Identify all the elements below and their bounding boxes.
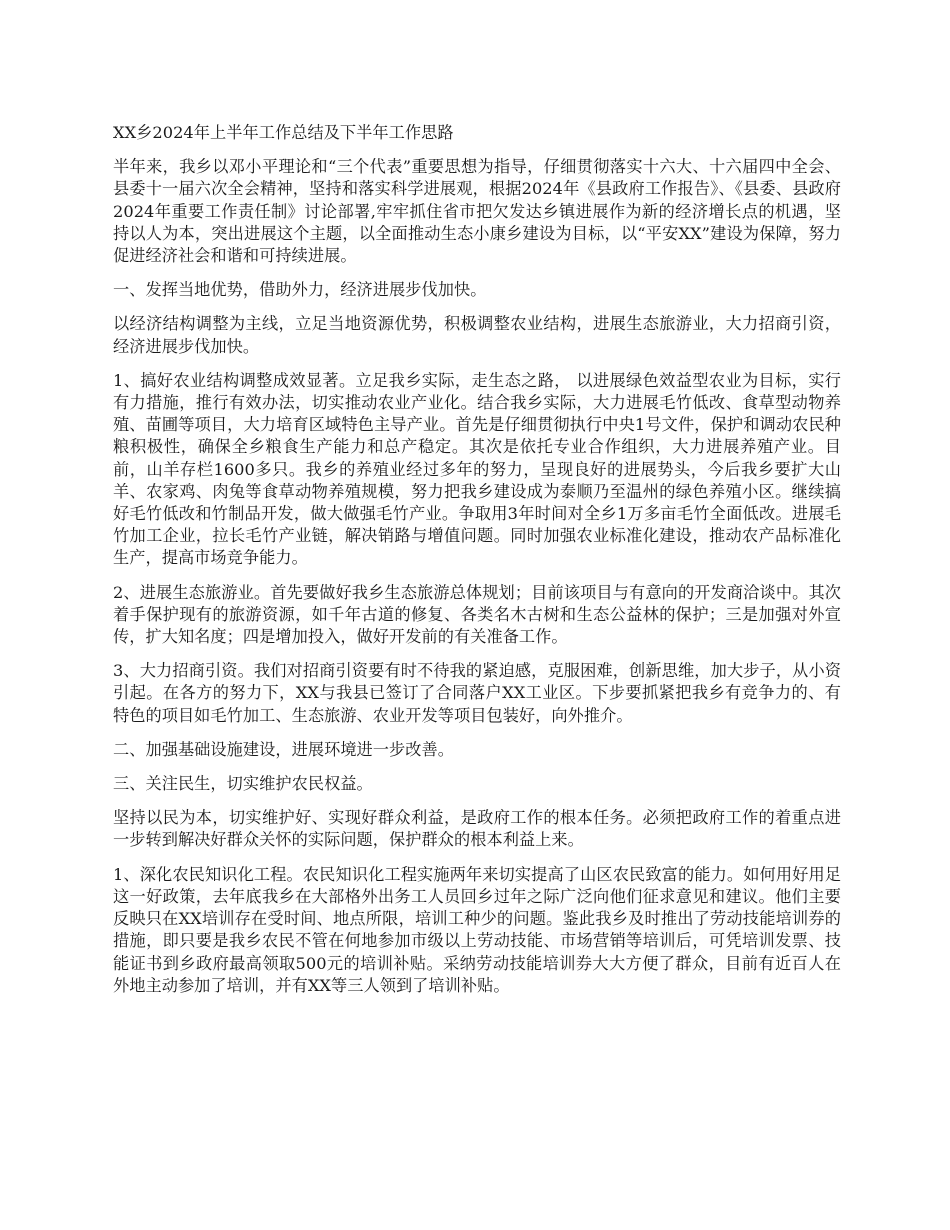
tourism-paragraph: 2、进展生态旅游业。首先要做好我乡生态旅游总体规划；目前该项目与有意向的开发商洽谈中。其次着手保护现有的旅游资源，如千年古道的修复、各类名木古树和生态公益林的保护；三是加强对外宣传，扩大知名度；四是增加投入，做好开发前的有关准备工作。 [113, 582, 841, 647]
section-heading-1: 一、发挥当地优势，借助外力，经济进展步伐加快。 [113, 280, 487, 300]
document-title: XX乡2024年上半年工作总结及下半年工作思路 [113, 123, 454, 142]
section-3-intro-paragraph: 坚持以民为本，切实维护好、实现好群众利益，是政府工作的根本任务。必须把政府工作的着重点进一步转到解决好群众关怀的实际问题，保护群众的根本利益上来。 [113, 808, 841, 850]
investment-paragraph: 3、大力招商引资。我们对招商引资要有时不待我的紧迫感，克服困难，创新思维，加大步子，从小资引起。在各方的努力下，XX与我县已签订了合同落户XX工业区。下步要抓紧把我乡有竞争力的、有特色的项目如毛竹加工、生态旅游、农业开发等项目包装好，向外推介。 [113, 661, 841, 725]
agriculture-paragraph: 1、搞好农业结构调整成效显著。立足我乡实际，走生态之路， 以进展绿色效益型农业为目标，实行有力措施，推行有效办法，切实推动农业产业化。结合我乡实际，大力进展毛竹低改、食草型动物养殖、苗圃等项目，大力培育区域特色主导产业。首先是仔细贯彻执行中央1号文件，保护和调动农民种粮积极性，确保全乡粮食生产能力和总产稳定。其次是依托专业合作组织，大力进展养殖产业。目前，山羊存栏1600多只。我乡的养殖业经过多年的努力，呈现良好的进展势头，今后我乡要扩大山羊、农家鸡、肉兔等食草动物养殖规模，努力把我乡建设成为泰顺乃至温州的绿色养殖小区。继续搞好毛竹低改和竹制品开发，做大做强毛竹产业。争取用3年时间对全乡1万多亩毛竹全面低改。进展毛竹加工企业，拉长毛竹产业链，解决销路与增值问题。同时加强农业标准化建设，推动农产品标准化生产，提高市场竞争能力。 [113, 370, 841, 568]
farmer-training-paragraph: 1、深化农民知识化工程。农民知识化工程实施两年来切实提高了山区农民致富的能力。如何用好用足这一好政策，去年底我乡在大部格外出务工人员回乡过年之际广泛向他们征求意见和建议。他们主要反映只在XX培训存在受时间、地点所限，培训工种少的问题。鉴此我乡及时推出了劳动技能培训券的措施，即只要是我乡农民不管在何地参加市级以上劳动技能、市场营销等培训后，可凭培训发票、技能证书到乡政府最高领取500元的培训补贴。采纳劳动技能培训券大大方便了群众，目前有近百人在外地主动参加了培训，并有XX等三人领到了培训补贴。 [113, 864, 841, 995]
intro-paragraph: 半年来，我乡以邓小平理论和“三个代表”重要思想为指导，仔细贯彻落实十六大、十六届四中全会、县委十一届六次全会精神，坚持和落实科学进展观，根据2024年《县政府工作报告》、《县委、县政府2024年重要工作责任制》讨论部署,牢牢抓住省市把欠发达乡镇进展作为新的经济增长点的机遇，坚持以人为本，突出进展这个主题，以全面推动生态小康乡建设为目标，以“平安XX”建设为保障，努力促进经济社会和谐和可持续进展。 [113, 157, 841, 266]
document-page [113, 122, 841, 1009]
section-heading-2: 二、加强基础设施建设，进展环境进一步改善。 [113, 739, 454, 759]
section-heading-3: 三、关注民生，切实维护农民权益。 [113, 774, 373, 794]
section-1-intro-paragraph: 以经济结构调整为主线，立足当地资源优势，积极调整农业结构，进展生态旅游业，大力招商引资，经济进展步伐加快。 [113, 314, 841, 356]
